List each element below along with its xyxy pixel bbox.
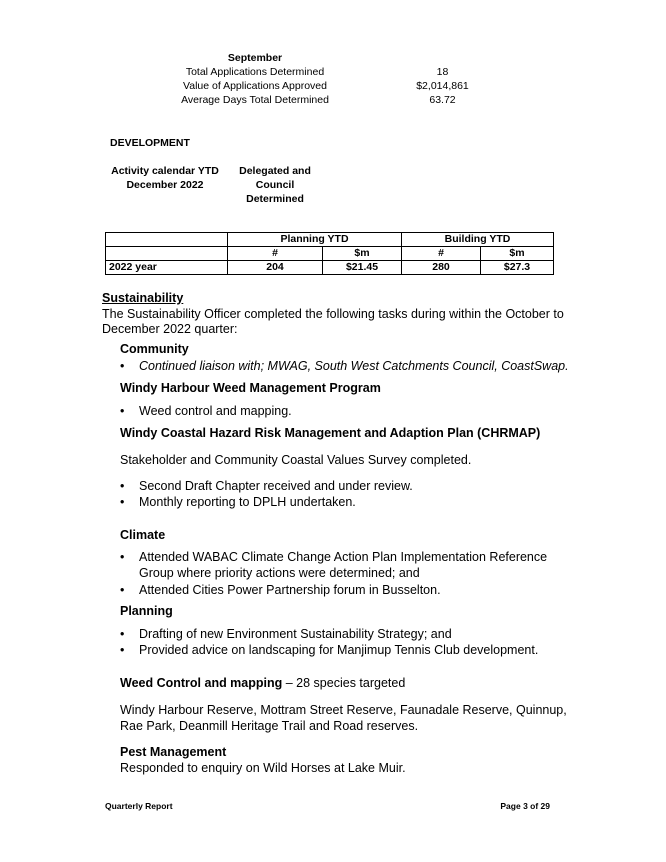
stats-label: Value of Applications Approved [183, 80, 327, 92]
community-bullet-text: Continued liaison with; MWAG, South West Catchments Council, CoastSwap. [139, 359, 569, 373]
sustainability-intro [102, 307, 572, 337]
chrmap-bullet-text: Monthly reporting to DPLH undertaken. [139, 495, 356, 509]
table-cell: # [402, 247, 481, 261]
table-row [106, 247, 554, 261]
bullet: • [120, 627, 125, 641]
activity-line: December 2022 [126, 179, 204, 191]
stats-value: $2,014,861 [416, 80, 469, 92]
sustainability-title: Sustainability [102, 291, 184, 305]
weed-control-line [120, 676, 405, 690]
pest-text: Responded to enquiry on Wild Horses at Lake Muir. [120, 761, 406, 775]
pest-heading: Pest Management [120, 745, 227, 759]
weed-control-suffix: – 28 species targeted [282, 676, 406, 690]
list-item [120, 583, 441, 597]
table-cell [106, 247, 228, 261]
list-item [120, 495, 356, 509]
weed-control-text-line: Rae Park, Deanmill Heritage Trail and Road reserves. [120, 719, 419, 733]
list-item [120, 550, 570, 581]
stats-value: 18 [436, 66, 449, 78]
activity-calendar-label [105, 164, 225, 192]
bullet: • [120, 359, 125, 373]
bullet: • [120, 583, 125, 597]
chrmap-heading: Windy Coastal Hazard Risk Management and Adaption Plan (CHRMAP) [120, 426, 541, 440]
bullet: • [120, 550, 125, 564]
bullet: • [120, 495, 125, 509]
climate-line: Group where priority actions were determined; and [139, 565, 420, 580]
table-row [106, 233, 554, 247]
table-cell: 280 [402, 261, 481, 275]
weed-program-heading: Windy Harbour Weed Management Program [120, 381, 381, 395]
climate-heading: Climate [120, 528, 166, 542]
bullet: • [120, 643, 125, 657]
delegated-label [225, 164, 325, 206]
footer-right: Page 3 of 29 [500, 801, 550, 811]
table-row [106, 261, 554, 275]
chrmap-bullet-text: Second Draft Chapter received and under review. [139, 479, 413, 493]
list-item [120, 359, 570, 373]
table-cell [106, 233, 228, 247]
bullet: • [120, 404, 125, 418]
development-table [105, 232, 554, 275]
stats-label: Total Applications Determined [185, 66, 325, 78]
intro-line: The Sustainability Officer completed the following tasks during within the October to [102, 307, 564, 321]
chrmap-text: Stakeholder and Community Coastal Values Survey completed. [120, 453, 472, 467]
building-ytd-header: Building YTD [402, 233, 554, 247]
planning-bullet-text: Drafting of new Environment Sustainability Strategy; and [139, 627, 452, 641]
table-cell: $m [323, 247, 402, 261]
planning-ytd-header: Planning YTD [228, 233, 402, 247]
table-cell: $m [481, 247, 554, 261]
stats-label: Average Days Total Determined [181, 94, 329, 106]
footer-left: Quarterly Report [105, 801, 173, 811]
list-item [120, 627, 452, 641]
list-item [120, 643, 538, 657]
table-cell: 2022 year [106, 261, 228, 275]
bullet: • [120, 479, 125, 493]
climate-bullet-text [139, 550, 570, 581]
delegated-line: Delegated and [239, 165, 311, 177]
stats-heading: September [227, 52, 283, 64]
list-item [120, 404, 292, 418]
weed-control-heading: Weed Control and mapping [120, 676, 283, 690]
activity-line: Activity calendar YTD [111, 165, 219, 177]
development-heading: DEVELOPMENT [110, 137, 190, 149]
delegated-line: Council [255, 179, 295, 191]
planning-heading: Planning [120, 604, 173, 618]
climate-bullet-text: Attended Cities Power Partnership forum in Busselton. [139, 583, 441, 597]
stats-value: 63.72 [429, 94, 456, 106]
table-cell: $27.3 [481, 261, 554, 275]
table-cell: 204 [228, 261, 323, 275]
intro-line: December 2022 quarter: [102, 322, 238, 336]
table-cell: # [228, 247, 323, 261]
table-cell: $21.45 [323, 261, 402, 275]
planning-bullet-text: Provided advice on landscaping for Manjimup Tennis Club development. [139, 643, 539, 657]
weed-program-bullet-text: Weed control and mapping. [139, 404, 292, 418]
list-item [120, 479, 413, 493]
delegated-line: Determined [246, 193, 304, 205]
weed-control-text-line: Windy Harbour Reserve, Mottram Street Reserve, Faunadale Reserve, Quinnup, [120, 703, 567, 717]
community-heading: Community [120, 342, 189, 356]
weed-control-text [120, 702, 570, 734]
climate-line: Attended WABAC Climate Change Action Plan Implementation Reference [139, 550, 548, 564]
